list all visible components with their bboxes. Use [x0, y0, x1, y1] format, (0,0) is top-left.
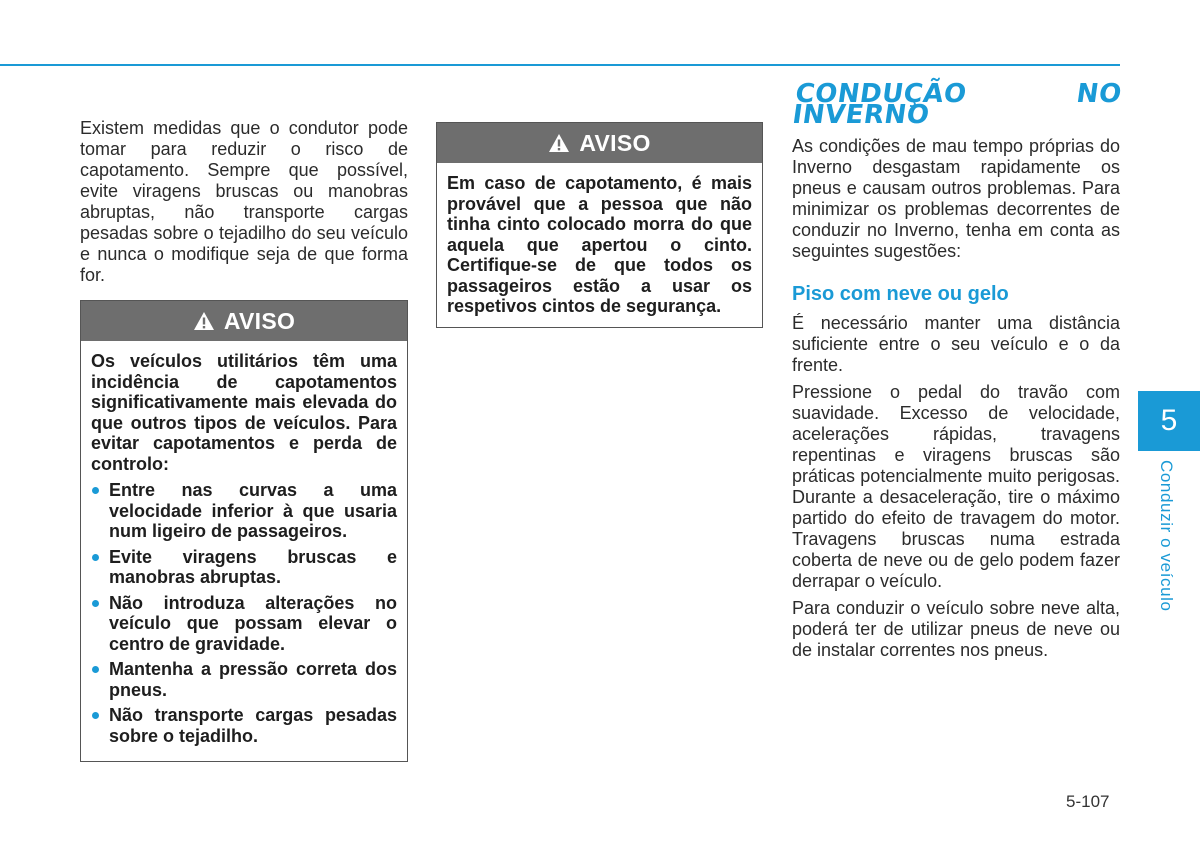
- warning-triangle-icon: [548, 133, 570, 153]
- warning-text: Em caso de capotamento, é mais provável que a pessoa que não tinha cinto colocado morra do que aquela que apertou o cinto. Certifique-se de que todos os passageiros estão a usar os respetivos cintos de segurança.: [447, 173, 752, 316]
- list-item: Evite viragens bruscas e manobras abruptas.: [91, 547, 397, 588]
- list-item: Mantenha a pressão correta dos pneus.: [91, 659, 397, 700]
- warning-title: AVISO: [579, 129, 651, 156]
- column-left: [80, 118, 408, 762]
- intro-paragraph: Existem medidas que o condutor pode tomar para reduzir o risco de capotamento. Sempre que possível, evite viragens bruscas ou manobras abruptas, não transporte cargas pesadas sobre o tejadilho do seu veículo e nunca o modifique seja de que forma for.: [80, 118, 408, 285]
- section-intro: As condições de mau tempo próprias do Inverno desgastam rapidamente os pneus e causam outros problemas. Para minimizar os problemas decorrentes de conduzir no Inverno, tenha em conta as seguintes sugestões:: [792, 136, 1120, 261]
- warning-triangle-icon: [193, 311, 215, 331]
- warning-header: [81, 301, 407, 341]
- list-item: Entre nas curvas a uma velocidade inferior à que usaria num ligeiro de passageiros.: [91, 480, 397, 542]
- page-number: 5-107: [1066, 792, 1110, 811]
- warning-title: AVISO: [223, 307, 296, 334]
- warning-box-rollover: [80, 300, 408, 762]
- chapter-label: Conduzir o veículo: [1157, 460, 1176, 612]
- section-title: CONDUÇÃO NO INVERNO: [790, 79, 1124, 130]
- warning-list: [91, 480, 397, 746]
- list-item: Não transporte cargas pesadas sobre o tejadilho.: [91, 705, 397, 746]
- column-right: [790, 79, 1124, 667]
- warning-body: [81, 341, 407, 761]
- warning-header: [437, 123, 762, 163]
- warning-body: [437, 163, 762, 327]
- paragraph: Pressione o pedal do travão com suavidade. Excesso de velocidade, acelerações rápidas, travagens repentinas e viragens bruscas são práticas potencialmente muito perigosas. Durante a desaceleração, tire o máximo partido do efeito de travagem do motor. Travagens bruscas numa estrada coberta de neve ou de gelo podem fazer derrapar o veículo.: [792, 382, 1120, 591]
- warning-lead: Os veículos utilitários têm uma incidência de capotamentos significativamente mais elevada do que outros tipos de veículos. Para evitar capotamentos e perda de controlo:: [91, 351, 397, 474]
- column-middle: [436, 122, 763, 328]
- subsection-title: Piso com neve ou gelo: [792, 283, 1009, 305]
- list-item: Não introduza alterações no veículo que possam elevar o centro de gravidade.: [91, 593, 397, 655]
- paragraph: Para conduzir o veículo sobre neve alta, poderá ter de utilizar pneus de neve ou de instalar correntes nos pneus.: [792, 598, 1120, 660]
- chapter-tab: [1138, 391, 1200, 451]
- chapter-number: 5: [1160, 404, 1178, 437]
- warning-box-seatbelt: [436, 122, 763, 328]
- header-rule: [0, 64, 1120, 66]
- paragraph: É necessário manter uma distância suficiente entre o seu veículo e o da frente.: [792, 313, 1120, 375]
